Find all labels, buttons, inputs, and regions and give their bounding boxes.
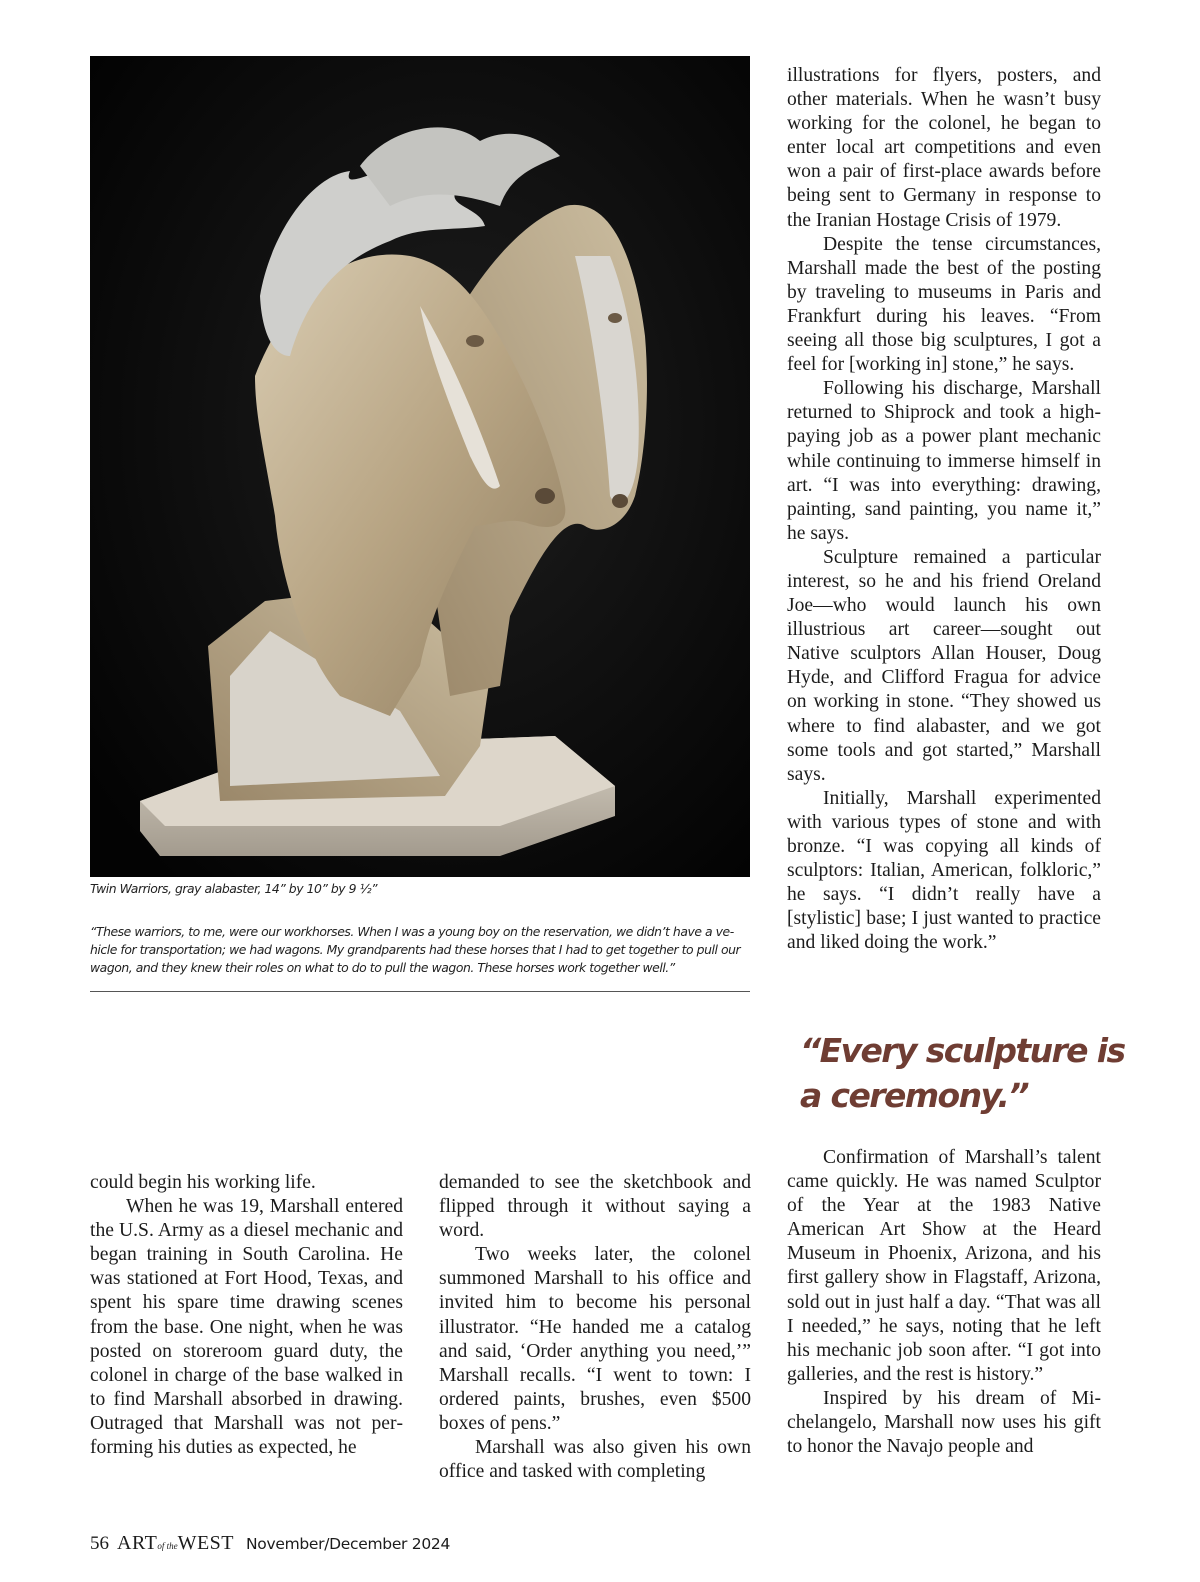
- horse-heads-sculpture-icon: [90, 56, 750, 877]
- sculpture-photo: [90, 56, 750, 877]
- paragraph: could begin his working life.: [90, 1172, 316, 1193]
- logo-art: ART: [117, 1532, 158, 1554]
- logo-west: WEST: [177, 1532, 234, 1554]
- magazine-logo: [117, 1532, 234, 1555]
- paragraph: demanded to see the sketchbook and flipped through it without saying a word.: [439, 1172, 751, 1242]
- paragraph: Marshall was also given his own office and tasked with completing: [439, 1437, 751, 1483]
- right-column-top: [787, 64, 1101, 955]
- paragraph: Following his discharge, Marshall returned to Shiprock and took a high-paying job as a power plant mechanic while continuing to immerse himself in art. “I was into everything: drawing, painting, sand painting, you name it,” he says.: [787, 378, 1101, 544]
- paragraph: illustrations for flyers, posters, and other materials. When he wasn’t busy working for the colonel, he began to enter local art competitions and even won a pair of first-place awards before being sent to Germany in response to the Iranian Hostage Crisis of 1979.: [787, 65, 1101, 231]
- pull-quote: “Every sculpture is a ceremony.”: [800, 1031, 1125, 1115]
- photo-caption-title: Twin Warriors, gray alabaster, 14” by 10” by 9 ½”: [90, 881, 378, 896]
- photo-caption-quote: “These warriors, to me, were our workhorses. When I was a young boy on the reservation, we didn’t have a vehicle for transportation; we had wagons. My grandparents had these horses that I had to get together to pull our wagon, and they knew their roles on what to do to pull the wagon. These horses work together well.”: [90, 924, 741, 975]
- logo-of-the: of the: [157, 1541, 178, 1551]
- paragraph: Despite the tense circumstances, Marshall made the best of the posting by traveling to museums in Paris and Frankfurt during his leaves. “From seeing all those big sculptures, I got a feel for [working in] stone,” he says.: [787, 233, 1101, 376]
- page-footer: [90, 1532, 450, 1558]
- paragraph: When he was 19, Marshall entered the U.S. Army as a diesel mechanic and began training in South Carolina. He was stationed at Fort Hood, Texas, and spent his spare time drawing scenes from the base. One night, when he was posted on storeroom guard duty, the colonel in charge of the base walked in to find Marshall absorbed in drawing. Outraged that Marshall was not performing his duties as expected, he: [90, 1196, 403, 1459]
- caption-divider: [90, 991, 750, 992]
- middle-column: [439, 1171, 751, 1484]
- left-column: [90, 1171, 403, 1460]
- paragraph: Confirmation of Marshall’s talent came quickly. He was named Sculptor of the Year at the 1983 Native American Art Show at the Heard Museum in Phoenix, Arizona, and his first gallery show in Flagstaff, Arizona, sold out in just half a day. “That was all I needed,” he says, noting that he left his mechanic job soon after. “I got into galleries, and the rest is history.”: [787, 1147, 1101, 1385]
- paragraph: Inspired by his dream of Michelangelo, Marshall now uses his gift to honor the Navajo people and: [787, 1387, 1101, 1458]
- paragraph: Two weeks later, the colonel summoned Marshall to his office and invited him to become his personal illustrator. “He handed me a catalog and said, ‘Order anything you need,’” Marshall recalls. “I went to town: I ordered paints, brushes, even $500 boxes of pens.”: [439, 1244, 751, 1434]
- right-column-bottom: [787, 1146, 1101, 1459]
- paragraph: Initially, Marshall experimented with various types of stone and with bronze. “I was copying all kinds of sculptors: Italian, American, folkloric,” he says. “I didn’t really have a [stylistic] base; I just wanted to practice and liked doing the work.”: [787, 787, 1101, 954]
- issue-date: November/December 2024: [246, 1535, 451, 1553]
- paragraph: Sculpture remained a particular interest, so he and his friend Oreland Joe—who would launch his own illustrious art career—sought out Native sculptors Allan Houser, Doug Hyde, and Clifford Fragua for advice on working in stone. “They showed us where to find alabaster, and we got some tools and got started,” Marshall says.: [787, 546, 1101, 785]
- page-number: 56: [90, 1533, 109, 1554]
